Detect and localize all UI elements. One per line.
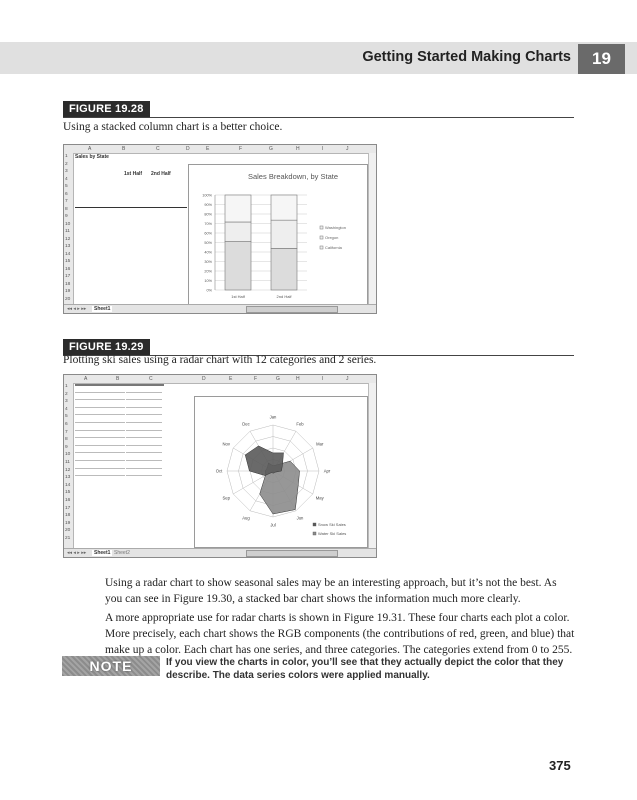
column-header-h[interactable]: H — [296, 146, 300, 152]
row-header[interactable]: 7 — [65, 429, 68, 435]
column-header-f[interactable]: F — [239, 146, 243, 152]
radar-category-label: Jul — [270, 522, 276, 528]
row-header[interactable]: 15 — [65, 259, 71, 264]
y-tick-label: 10% — [204, 279, 212, 283]
legend-swatch — [320, 236, 323, 239]
chart-title: Sales Breakdown, by State — [247, 172, 339, 181]
table-header-cell — [94, 384, 127, 386]
legend-swatch — [313, 532, 316, 535]
value-cell — [126, 407, 162, 408]
y-tick-label: 50% — [204, 241, 212, 245]
figure-label: FIGURE 19.28 — [63, 101, 150, 117]
row-header[interactable]: 20 — [65, 296, 71, 302]
y-tick-label: 0% — [206, 288, 212, 293]
month-cell — [75, 430, 94, 431]
row-header[interactable]: 2 — [65, 391, 68, 397]
row-header[interactable]: 14 — [65, 251, 71, 257]
row-header[interactable]: 15 — [65, 490, 71, 496]
row-header[interactable]: 16 — [65, 498, 71, 503]
note-label: NOTE — [89, 658, 133, 674]
column-header-h[interactable]: H — [296, 376, 300, 382]
vertical-scrollbar[interactable] — [368, 383, 376, 549]
row-header[interactable]: 17 — [65, 274, 71, 279]
stacked-column-chart — [189, 165, 367, 304]
row-header[interactable]: 1 — [65, 154, 68, 159]
month-cell — [75, 407, 94, 408]
value-cell — [94, 422, 125, 423]
row-header[interactable]: 3 — [65, 169, 68, 174]
value-cell — [94, 392, 125, 393]
column-header-g[interactable]: G — [269, 146, 273, 152]
body-paragraph-2: A more appropriate use for radar charts is shown in Figure 19.31. These four charts each plot a color. More precisely, each chart shows the RGB components (the contributions of red, green, and blue) that make up a color. Each chart has one series, and three categories. The categories extend from 0 to 255. — [105, 612, 575, 656]
column-header-j[interactable]: J — [346, 376, 349, 382]
figure-label: FIGURE 19.29 — [63, 339, 150, 355]
horizontal-scrollbar[interactable] — [246, 550, 338, 557]
legend-swatch — [320, 226, 323, 229]
value-cell — [126, 452, 162, 453]
row-header[interactable]: 13 — [65, 475, 71, 481]
column-headers — [64, 145, 376, 154]
radar-category-label: Aug — [242, 515, 250, 521]
chapter-number: 19 — [578, 44, 625, 74]
sheet-tab-sheet2[interactable]: Sheet2 — [114, 550, 130, 556]
note-text: If you view the charts in color, you’ll see that they actually depict the color that they describe. The data series colors were applied manually. — [166, 657, 564, 681]
column-header-c[interactable]: C — [156, 146, 160, 152]
value-cell — [94, 414, 125, 415]
bar-california-1[interactable] — [271, 248, 297, 290]
legend-label: Washington — [325, 225, 346, 230]
radar-category-label: Feb — [296, 421, 304, 427]
row-header[interactable]: 4 — [65, 406, 68, 412]
sheet-tab-sheet1[interactable]: Sheet1 — [94, 550, 111, 556]
row-header[interactable]: 4 — [65, 176, 68, 182]
value-cell — [94, 468, 125, 469]
note-badge — [62, 656, 160, 676]
column-header-e[interactable]: E — [229, 376, 233, 382]
row-header[interactable]: 10 — [65, 221, 71, 227]
y-tick-label: 60% — [204, 231, 212, 236]
horizontal-scrollbar[interactable] — [246, 306, 338, 313]
bar-oregon-0[interactable] — [225, 222, 251, 242]
y-tick-label: 100% — [202, 193, 212, 198]
radar-series-snow-ski-sales[interactable] — [245, 446, 283, 476]
column-header-a[interactable]: A — [88, 146, 92, 152]
value-cell — [94, 399, 125, 400]
month-cell — [75, 399, 94, 400]
row-header[interactable]: 11 — [65, 460, 70, 465]
month-cell — [75, 475, 94, 476]
row-header[interactable]: 6 — [65, 191, 68, 197]
radar-category-label: Dec — [242, 421, 250, 427]
row-header[interactable]: 1 — [65, 384, 68, 389]
radar-category-label: Jan — [269, 414, 277, 420]
figure-rule — [63, 117, 574, 118]
bar-washington-0[interactable] — [225, 195, 251, 222]
row-header[interactable]: 17 — [65, 505, 71, 511]
row-header[interactable]: 14 — [65, 482, 71, 488]
chart-area[interactable] — [194, 396, 368, 548]
value-cell — [126, 392, 162, 393]
value-cell — [126, 437, 162, 438]
row-header[interactable]: 2 — [65, 161, 68, 167]
y-tick-label: 40% — [204, 250, 212, 255]
value-cell — [94, 407, 125, 408]
row-header[interactable]: 19 — [65, 520, 71, 526]
value-cell — [94, 475, 125, 476]
row-header[interactable]: 5 — [65, 184, 68, 189]
value-cell — [94, 445, 125, 446]
month-cell — [75, 460, 94, 461]
column-header-j[interactable]: J — [346, 146, 349, 152]
tab-scroll-arrows-icon[interactable]: ◂◂ ◂ ▸ ▸▸ — [67, 550, 87, 556]
total-rule — [75, 207, 187, 208]
y-tick-label: 80% — [204, 212, 212, 217]
legend-swatch — [320, 246, 323, 249]
sheet-tab-sheet1[interactable]: Sheet1 — [94, 306, 111, 312]
value-cell — [126, 460, 162, 461]
radar-category-label: Apr — [323, 468, 331, 474]
row-header[interactable]: 6 — [65, 422, 68, 427]
column-headers — [64, 375, 376, 384]
bar-washington-1[interactable] — [271, 195, 297, 220]
value-cell — [126, 422, 162, 423]
radar-category-label: Jun — [296, 515, 304, 521]
column-header-e[interactable]: E — [206, 146, 210, 152]
value-cell — [126, 445, 162, 446]
page-number: 375 — [549, 758, 571, 773]
y-tick-label: 20% — [204, 269, 212, 274]
row-header[interactable]: 9 — [65, 444, 68, 450]
radar-category-label: Nov — [222, 441, 230, 447]
radar-category-label: Oct — [215, 468, 223, 474]
month-cell — [75, 414, 94, 415]
row-header[interactable]: 16 — [65, 266, 71, 272]
column-header-d[interactable]: D — [202, 376, 206, 382]
chart-area[interactable] — [188, 164, 368, 305]
row-header[interactable]: 20 — [65, 528, 71, 534]
value-cell — [126, 468, 162, 469]
legend-label: Snow Ski Sales — [318, 522, 346, 527]
row-header[interactable]: 10 — [65, 452, 71, 458]
row-header[interactable]: 7 — [65, 199, 68, 204]
running-header-title: Getting Started Making Charts — [362, 49, 571, 65]
spreadsheet-figure-19-29 — [63, 374, 377, 558]
row-header[interactable]: 21 — [65, 536, 71, 541]
month-cell — [75, 452, 94, 453]
column-header-a[interactable]: A — [84, 376, 88, 382]
value-cell — [126, 475, 162, 476]
value-cell — [94, 460, 125, 461]
row-header[interactable]: 12 — [65, 236, 71, 242]
legend-label: California — [325, 245, 342, 250]
column-header-d[interactable]: D — [186, 146, 190, 152]
sheet-tab-bar — [64, 304, 376, 313]
y-tick-label: 90% — [204, 203, 212, 207]
spreadsheet-figure-19-28 — [63, 144, 377, 314]
month-cell — [75, 392, 94, 393]
radar-category-label: Mar — [316, 441, 324, 447]
x-tick-label: 2nd Half — [276, 294, 292, 299]
value-cell — [126, 399, 162, 400]
table-header-cell — [126, 384, 164, 386]
value-cell — [126, 414, 162, 415]
value-cell — [126, 430, 162, 431]
sheet-tab-bar — [64, 548, 376, 557]
y-tick-label: 30% — [204, 260, 212, 264]
legend-swatch — [313, 523, 316, 526]
row-header[interactable]: 18 — [65, 281, 71, 287]
column-header-b[interactable]: B — [116, 376, 120, 382]
tab-scroll-arrows-icon[interactable]: ◂◂ ◂ ▸ ▸▸ — [67, 306, 87, 312]
row-header[interactable]: 9 — [65, 214, 68, 219]
row-header[interactable]: 12 — [65, 467, 71, 473]
row-header[interactable]: 5 — [65, 414, 68, 420]
column-header-1st-half: 1st Half — [124, 171, 143, 177]
row-header[interactable]: 8 — [65, 437, 68, 443]
value-cell — [94, 452, 125, 453]
legend-label: Oregon — [325, 235, 339, 240]
column-header-f[interactable]: F — [254, 376, 258, 382]
radar-chart — [195, 397, 367, 547]
y-tick-label: 70% — [204, 222, 212, 226]
bar-oregon-1[interactable] — [271, 220, 297, 248]
column-header-c[interactable]: C — [149, 376, 153, 382]
row-header[interactable]: 3 — [65, 399, 68, 405]
row-header[interactable]: 18 — [65, 513, 71, 519]
row-header[interactable]: 19 — [65, 289, 71, 294]
value-cell — [94, 437, 125, 438]
month-cell — [75, 437, 94, 438]
sheet-title-cell: Sales by State — [75, 154, 109, 160]
column-header-g[interactable]: G — [276, 376, 280, 382]
radar-category-label: May — [315, 495, 324, 501]
row-headers — [64, 383, 74, 549]
column-header-i[interactable]: I — [322, 146, 324, 152]
month-cell — [75, 422, 94, 423]
value-cell — [94, 430, 125, 431]
row-header[interactable]: 8 — [65, 206, 68, 212]
vertical-scrollbar[interactable] — [368, 153, 376, 305]
month-cell — [75, 468, 94, 469]
bar-california-0[interactable] — [225, 242, 251, 290]
row-header[interactable]: 11 — [65, 229, 70, 234]
figure-caption: Using a stacked column chart is a better choice. — [63, 121, 283, 133]
month-cell — [75, 445, 94, 446]
row-header[interactable]: 13 — [65, 244, 71, 249]
table-header-cell — [75, 384, 96, 386]
figure-caption: Plotting ski sales using a radar chart with 12 categories and 2 series. — [63, 354, 377, 366]
body-paragraph-1: Using a radar chart to show seasonal sales may be an interesting approach, but it’s not the best. As you can see in Figure 19.30, a stacked bar chart shows the information much more clearly. — [105, 577, 557, 605]
x-tick-label: 1st Half — [231, 294, 245, 299]
legend-label: Water Ski Sales — [318, 531, 347, 536]
column-header-2nd-half: 2nd Half — [151, 171, 171, 177]
column-header-i[interactable]: I — [322, 376, 324, 382]
radar-category-label: Sep — [222, 495, 230, 501]
row-headers — [64, 153, 74, 305]
column-header-b[interactable]: B — [122, 146, 126, 152]
